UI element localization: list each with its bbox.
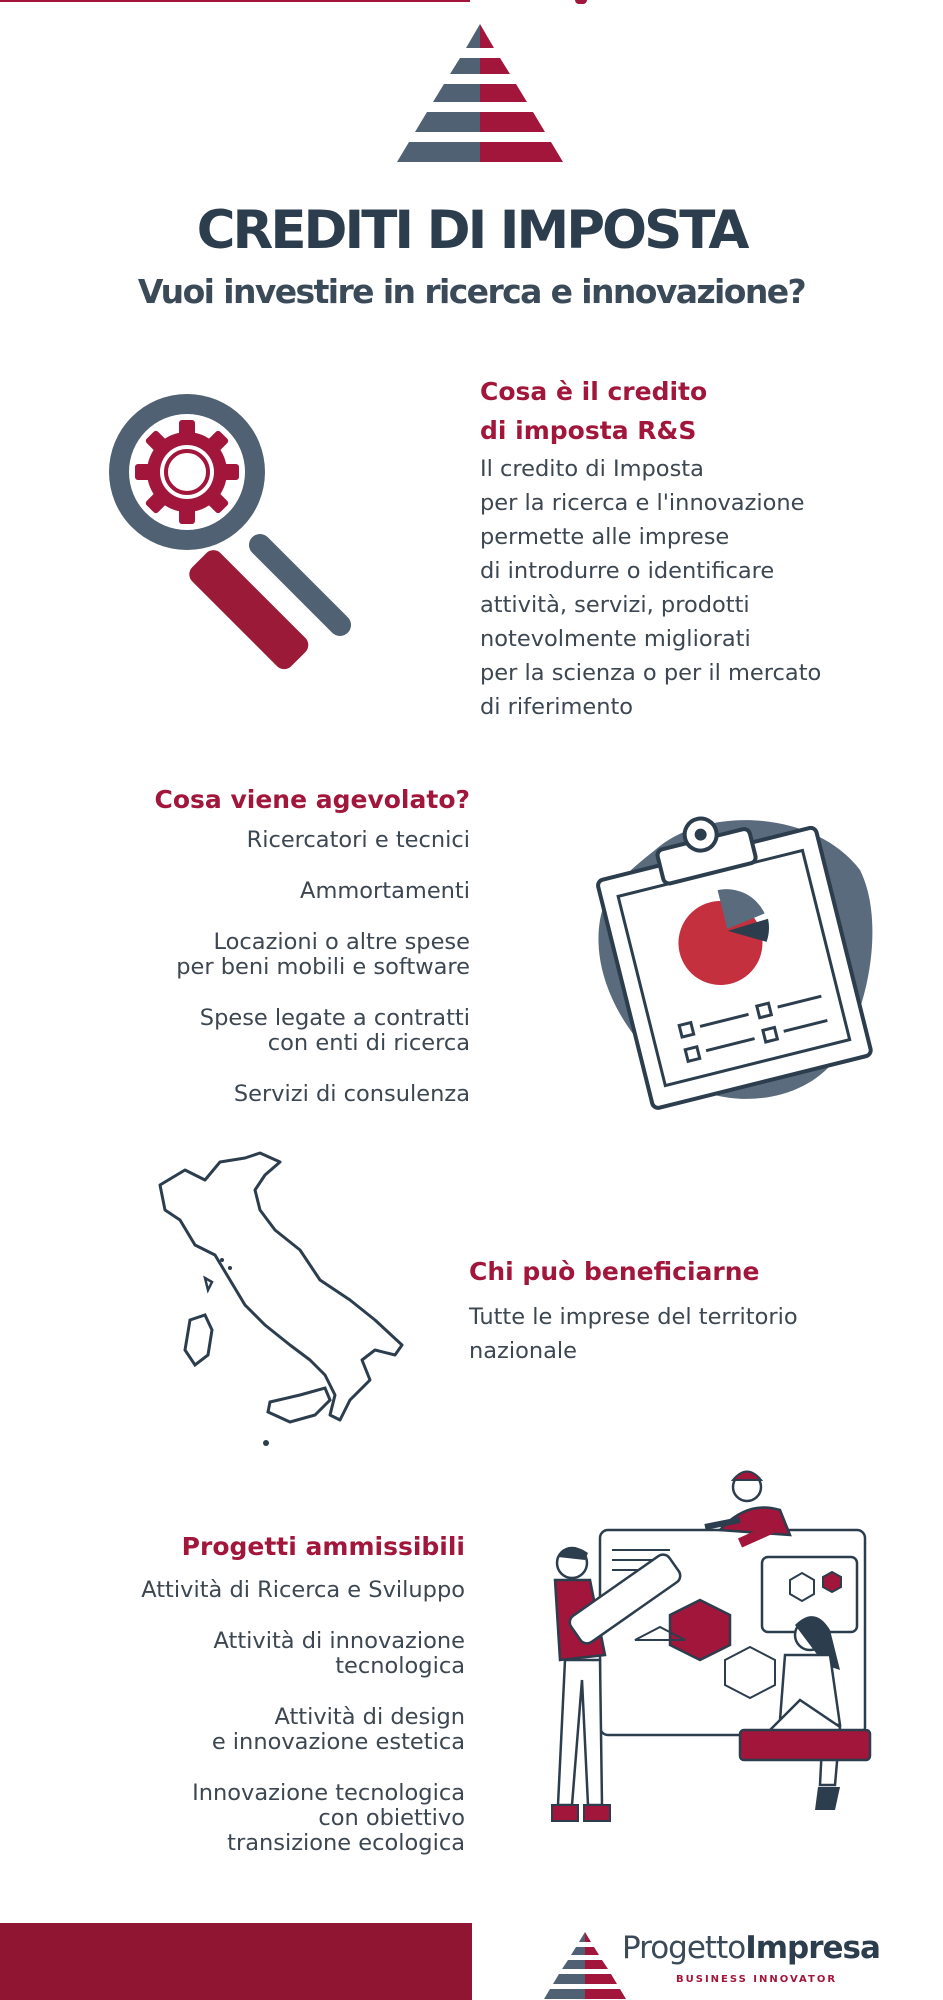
footer-bar [0,1923,472,2000]
description-line: di riferimento [480,694,634,720]
list-item [141,1578,465,1603]
list-item [176,828,470,853]
heading-line: Cosa è il credito [480,377,708,406]
description-line: nazionale [469,1338,578,1364]
heading-line: di imposta R&S [480,416,697,445]
what-is-description [480,452,920,724]
page-title: CREDITI DI IMPOSTA [196,200,747,261]
description-line: permette alle imprese [480,524,730,550]
what-is-heading [480,372,900,450]
list-item-line: tecnologica [335,1653,465,1679]
description-line: di introdurre o identificare [480,558,775,584]
clipboard-pie-chart-icon [585,810,875,1110]
list-item [176,930,470,980]
brand-part2: Impresa [745,1930,880,1966]
description-line: attività, servizi, prodotti [480,592,750,618]
list-item [176,1082,470,1107]
projects-heading: Progetti ammissibili [181,1532,465,1561]
italy-map-icon [150,1150,410,1450]
list-item-line: Attività di Ricerca e Sviluppo [141,1577,465,1603]
description-line: Il credito di Imposta [480,456,704,482]
brand-name [622,1930,880,1966]
brand-part1: Progetto [622,1930,746,1966]
list-item-line: con enti di ricerca [267,1030,470,1056]
list-item-line: per beni mobili e software [176,954,470,980]
list-item [141,1705,465,1755]
list-item-line: con obiettivo [318,1805,465,1831]
list-item [176,1006,470,1056]
list-item-line: Ammortamenti [300,878,470,904]
description-line: notevolmente migliorati [480,626,751,652]
description-line: Tutte le imprese del territorio [469,1304,798,1330]
benefits-heading: Cosa viene agevolato? [154,785,470,814]
brand-pyramid-icon [540,1930,630,2000]
projects-list [141,1578,465,1882]
list-item-line: Spese legate a contratti [199,1005,470,1031]
list-item-line: Locazioni o altre spese [213,929,470,955]
top-accent-dot [575,0,587,4]
benefits-list [176,828,470,1133]
description-line: per la scienza o per il mercato [480,660,822,686]
list-item-line: transizione ecologica [227,1830,465,1856]
page-subtitle: Vuoi investire in ricerca e innovazione? [137,272,806,311]
pyramid-logo-icon [380,22,580,187]
brand-tagline: BUSINESS INNOVATOR [676,1974,838,1985]
list-item-line: Innovazione tecnologica [192,1780,465,1806]
list-item [141,1629,465,1679]
magnifier-gear-icon [95,380,375,670]
list-item-line: Servizi di consulenza [233,1081,470,1107]
list-item [141,1781,465,1856]
list-item-line: Attività di design [274,1704,465,1730]
team-collaboration-illustration [540,1465,875,1850]
who-heading: Chi può beneficiarne [469,1257,760,1286]
description-line: per la ricerca e l'innovazione [480,490,805,516]
list-item [176,879,470,904]
list-item-line: Ricercatori e tecnici [246,827,470,853]
list-item-line: Attività di innovazione [213,1628,465,1654]
who-description [469,1300,889,1368]
list-item-line: e innovazione estetica [211,1729,465,1755]
top-accent-line [0,0,470,2]
